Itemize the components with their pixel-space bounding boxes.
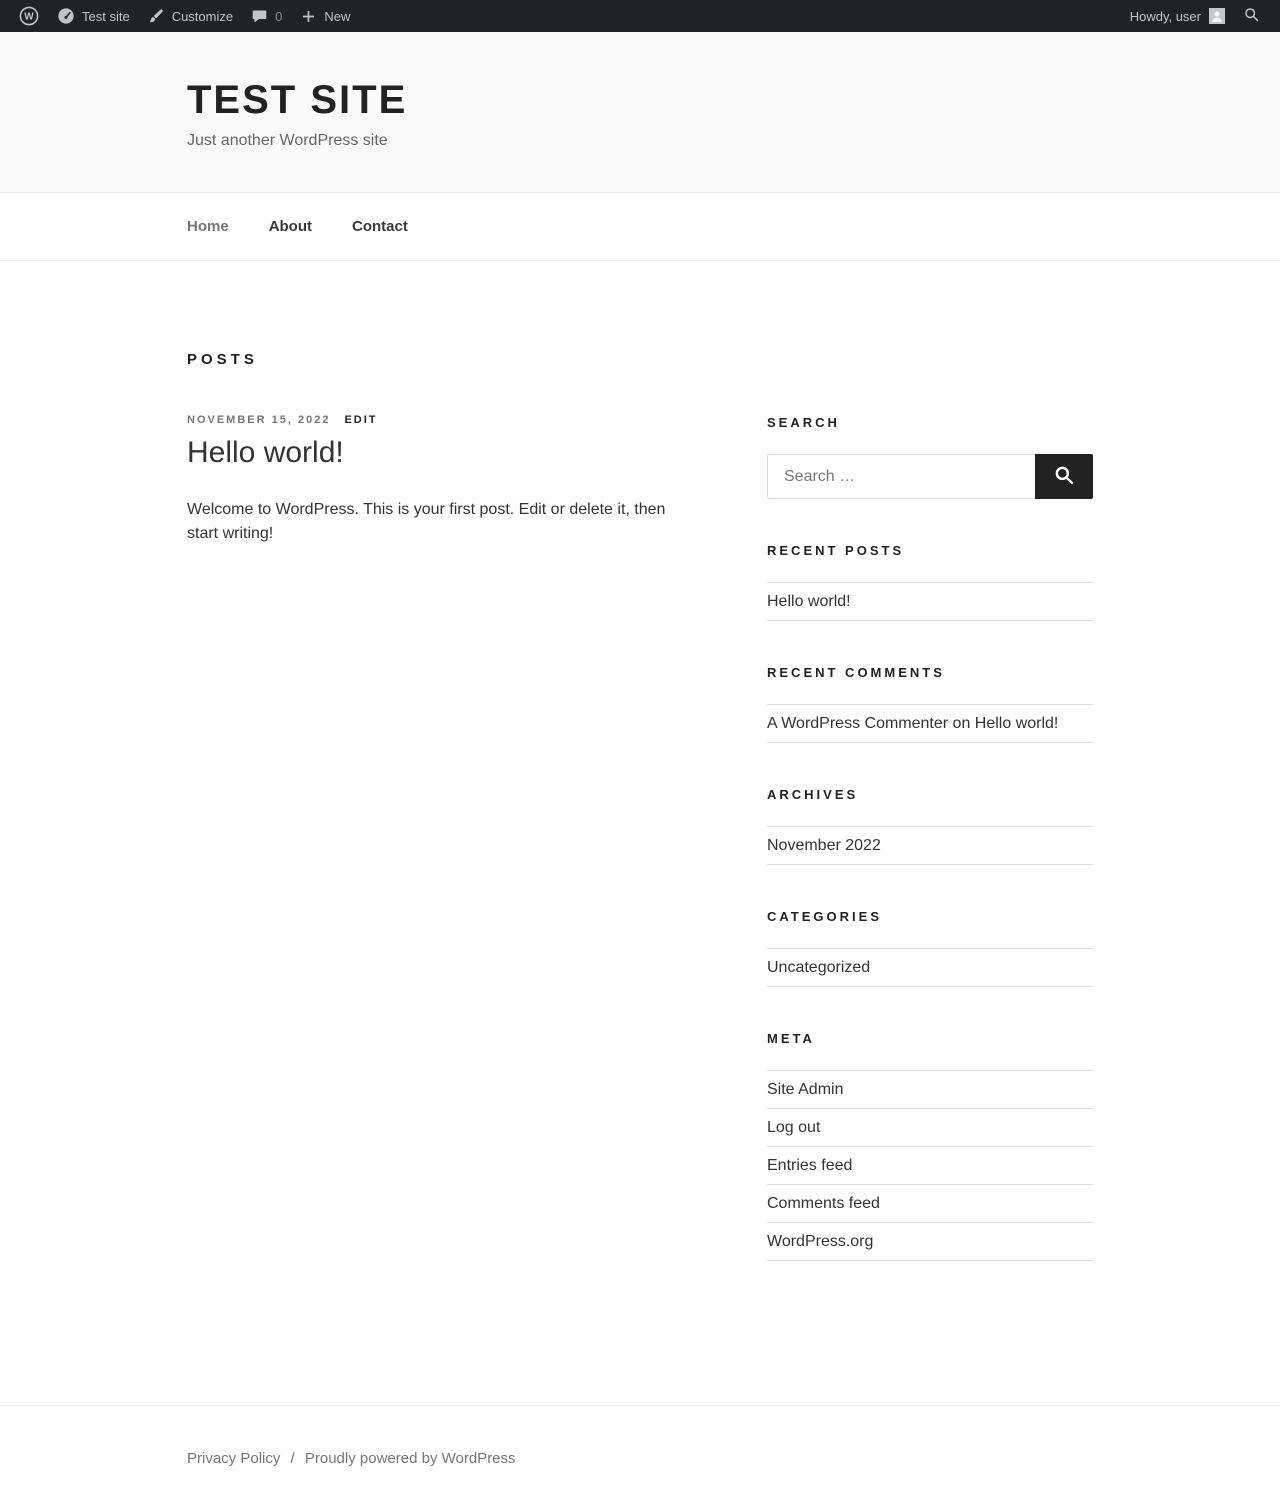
list-item: [767, 705, 1093, 743]
categories-list: [767, 948, 1093, 987]
list-item: [767, 1071, 1093, 1109]
search-magnifier-icon: [1053, 464, 1075, 489]
comments-count: 0: [275, 8, 283, 24]
wordpress-menu-button[interactable]: [10, 0, 48, 32]
post-title-link[interactable]: Hello world!: [187, 436, 344, 469]
list-item: [767, 1223, 1093, 1261]
archives-list: [767, 826, 1093, 865]
recent-comments-title: RECENT COMMENTS: [767, 665, 945, 680]
archives-widget: [767, 787, 1093, 865]
nav-item-about[interactable]: About: [268, 218, 313, 235]
post-date-link[interactable]: NOVEMBER 15, 2022: [187, 414, 331, 426]
recent-posts-title: RECENT POSTS: [767, 543, 905, 558]
recent-posts-widget: [767, 543, 1093, 621]
archives-title: ARCHIVES: [767, 787, 859, 802]
user-avatar: [1209, 8, 1225, 24]
customize-button[interactable]: [139, 0, 242, 32]
post-body: Welcome to WordPress. This is your first post. Edit or delete it, then start writing!: [187, 500, 666, 542]
post-article: [187, 414, 687, 546]
meta-site-admin-link[interactable]: Site Admin: [767, 1081, 844, 1098]
howdy-user-label: Howdy, user: [1129, 8, 1201, 24]
recent-posts-list: [767, 582, 1093, 621]
main-column: [187, 351, 687, 1305]
post-title: [187, 434, 687, 472]
dashboard-gauge-icon: [57, 7, 75, 25]
new-content-button[interactable]: [291, 0, 359, 32]
meta-list: [767, 1070, 1093, 1261]
list-item: [767, 1185, 1093, 1223]
new-label: New: [324, 8, 351, 24]
my-account-button[interactable]: [1122, 8, 1233, 24]
powered-by-link[interactable]: Proudly powered by WordPress: [304, 1450, 516, 1467]
site-header: [0, 32, 1280, 192]
search-widget-title: SEARCH: [767, 415, 840, 430]
sidebar: [767, 351, 1093, 1305]
site-name-label: Test site: [82, 8, 130, 24]
page-title: POSTS: [187, 351, 258, 368]
meta-widget: [767, 1031, 1093, 1261]
search-widget: [767, 415, 1093, 499]
comment-post-link[interactable]: Hello world!: [974, 715, 1059, 732]
customize-label: Customize: [171, 8, 234, 24]
list-item: [767, 949, 1093, 987]
category-link[interactable]: Uncategorized: [767, 959, 871, 976]
admin-search-button[interactable]: [1233, 6, 1270, 26]
site-name-menu-button[interactable]: [48, 0, 139, 32]
post-edit-link[interactable]: EDIT: [344, 414, 378, 426]
nav-item-contact[interactable]: Contact: [352, 218, 408, 235]
search-form: [767, 454, 1093, 499]
comment-connector: on: [948, 715, 975, 732]
svg-text:W: W: [24, 11, 34, 23]
recent-comments-list: [767, 704, 1093, 743]
recent-comments-widget: [767, 665, 1093, 743]
brush-icon: [148, 8, 165, 25]
admin-bar: [0, 0, 1280, 32]
list-item: [767, 1147, 1093, 1185]
meta-comments-feed-link[interactable]: Comments feed: [767, 1195, 880, 1212]
meta-entries-feed-link[interactable]: Entries feed: [767, 1157, 853, 1174]
list-item: [767, 1109, 1093, 1147]
comment-bubble-icon: [251, 8, 268, 25]
recent-post-link[interactable]: Hello world!: [767, 593, 851, 610]
privacy-policy-link[interactable]: Privacy Policy: [187, 1450, 281, 1467]
site-footer: [0, 1405, 1280, 1505]
meta-log-out-link[interactable]: Log out: [767, 1119, 821, 1136]
wordpress-logo-icon: [19, 6, 39, 26]
categories-title: CATEGORIES: [767, 909, 882, 924]
primary-navigation: [0, 192, 1280, 261]
comments-button[interactable]: [242, 0, 291, 32]
plus-icon: [300, 8, 317, 25]
categories-widget: [767, 909, 1093, 987]
search-submit-button[interactable]: [1035, 454, 1093, 499]
content-area: [187, 261, 1093, 1305]
meta-wordpress-org-link[interactable]: WordPress.org: [767, 1233, 874, 1250]
comment-author-link[interactable]: A WordPress Commenter: [767, 715, 949, 732]
nav-item-home[interactable]: Home: [187, 218, 229, 235]
archive-link[interactable]: November 2022: [767, 837, 881, 854]
meta-title: META: [767, 1031, 815, 1046]
entry-meta: [187, 414, 687, 426]
site-title[interactable]: TEST SITE: [187, 78, 408, 122]
list-item: [767, 827, 1093, 865]
list-item: [767, 583, 1093, 621]
footer-separator: /: [290, 1450, 295, 1467]
admin-bar-right: [1122, 6, 1270, 26]
search-icon: [1243, 6, 1260, 26]
site-tagline: Just another WordPress site: [187, 132, 388, 149]
